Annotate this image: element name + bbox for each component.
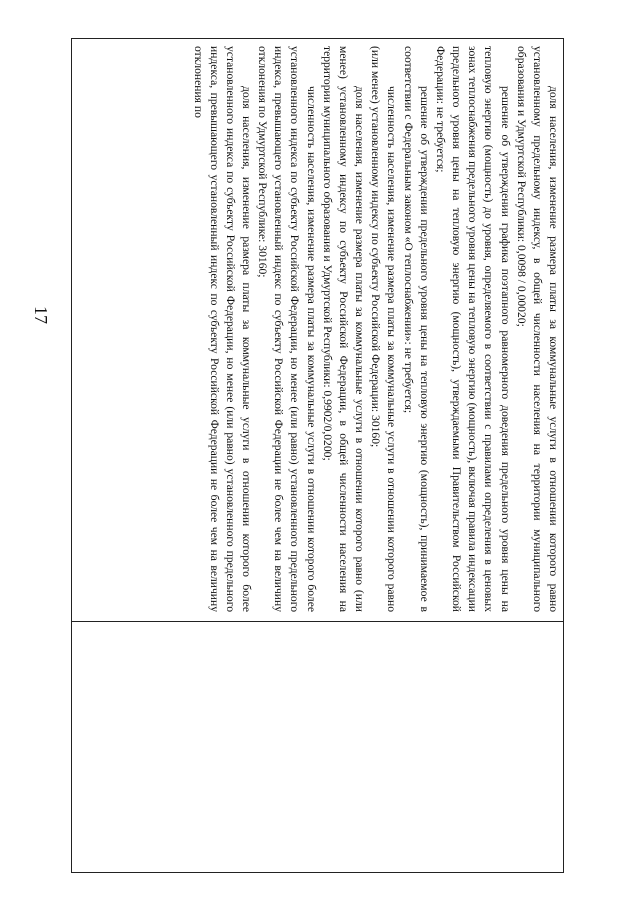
paragraph-population-count-above-index: численность населения, изменение размера платы за коммунальные услуги в отношении которого более установленного индекса по субъекту Российской Федерации, но менее (или равно) установленного предельного индекса, превышающего установленный индекс по субъекту Российской Федерации не более чем на величину отклонения по Удмуртской Республике: 30160; (256, 46, 318, 612)
paragraph-population-share-below-index: доля населения, изменение размера платы за коммунальные услуги в отношении которого равно (или менее) установленному индексу по субъекту Российской Федерации, в общей численности населения на территории муниципального образования и Удмуртской Республики: 0,9902/0,0200; (320, 46, 367, 612)
paragraph-population-share-above-index: доля населения, изменение размера платы за коммунальные услуги в отношении которого более установленного индекса по субъекту Российской Федерации, но менее (или равно) установленного предельного индекса, превышающего установленный индекс по субъекту Российской Федерации не более чем на величину отклонения по (191, 46, 254, 612)
paragraph-heat-price-limit-decision: решение об утверждении предельного уровня цены на тепловую энергию (мощность), принимаемое в соответствии с Федеральным законом «О теплоснабжении»: не требуется; (401, 46, 431, 612)
page-number: 17 (31, 306, 51, 324)
paragraph-population-count-below-index: численность населения, изменение размера платы за коммунальные услуги в отношении которого равно (или менее) установленному индексу по субъекту Российской Федерации: 30160; (369, 46, 399, 612)
column-divider (72, 621, 563, 622)
paragraph-heat-price-schedule-decision: решение об утверждении графика поэтапного равномерного доведения предельного уровня цены на тепловую энергию (мощность) до уровня, определяемого в соответствии с правилами определения в ценовых зонах теплоснабжения предельного уровня цены на тепловую энергию (мощность), включая правила индексации предельного уровня цены на тепловую энергию (мощность), утверждаемыми Правительством Российской Федерации: не требуется; (433, 46, 512, 612)
paragraph-population-share-equal-index: доля населения, изменение размера платы за коммунальные услуги в отношении которого равно установленному предельному индексу, в общей численности населения на территории муниципального образования и Удмуртской Республики: 0,0098 / 0,00020; (514, 46, 560, 612)
rotated-text-column (71, 38, 564, 620)
